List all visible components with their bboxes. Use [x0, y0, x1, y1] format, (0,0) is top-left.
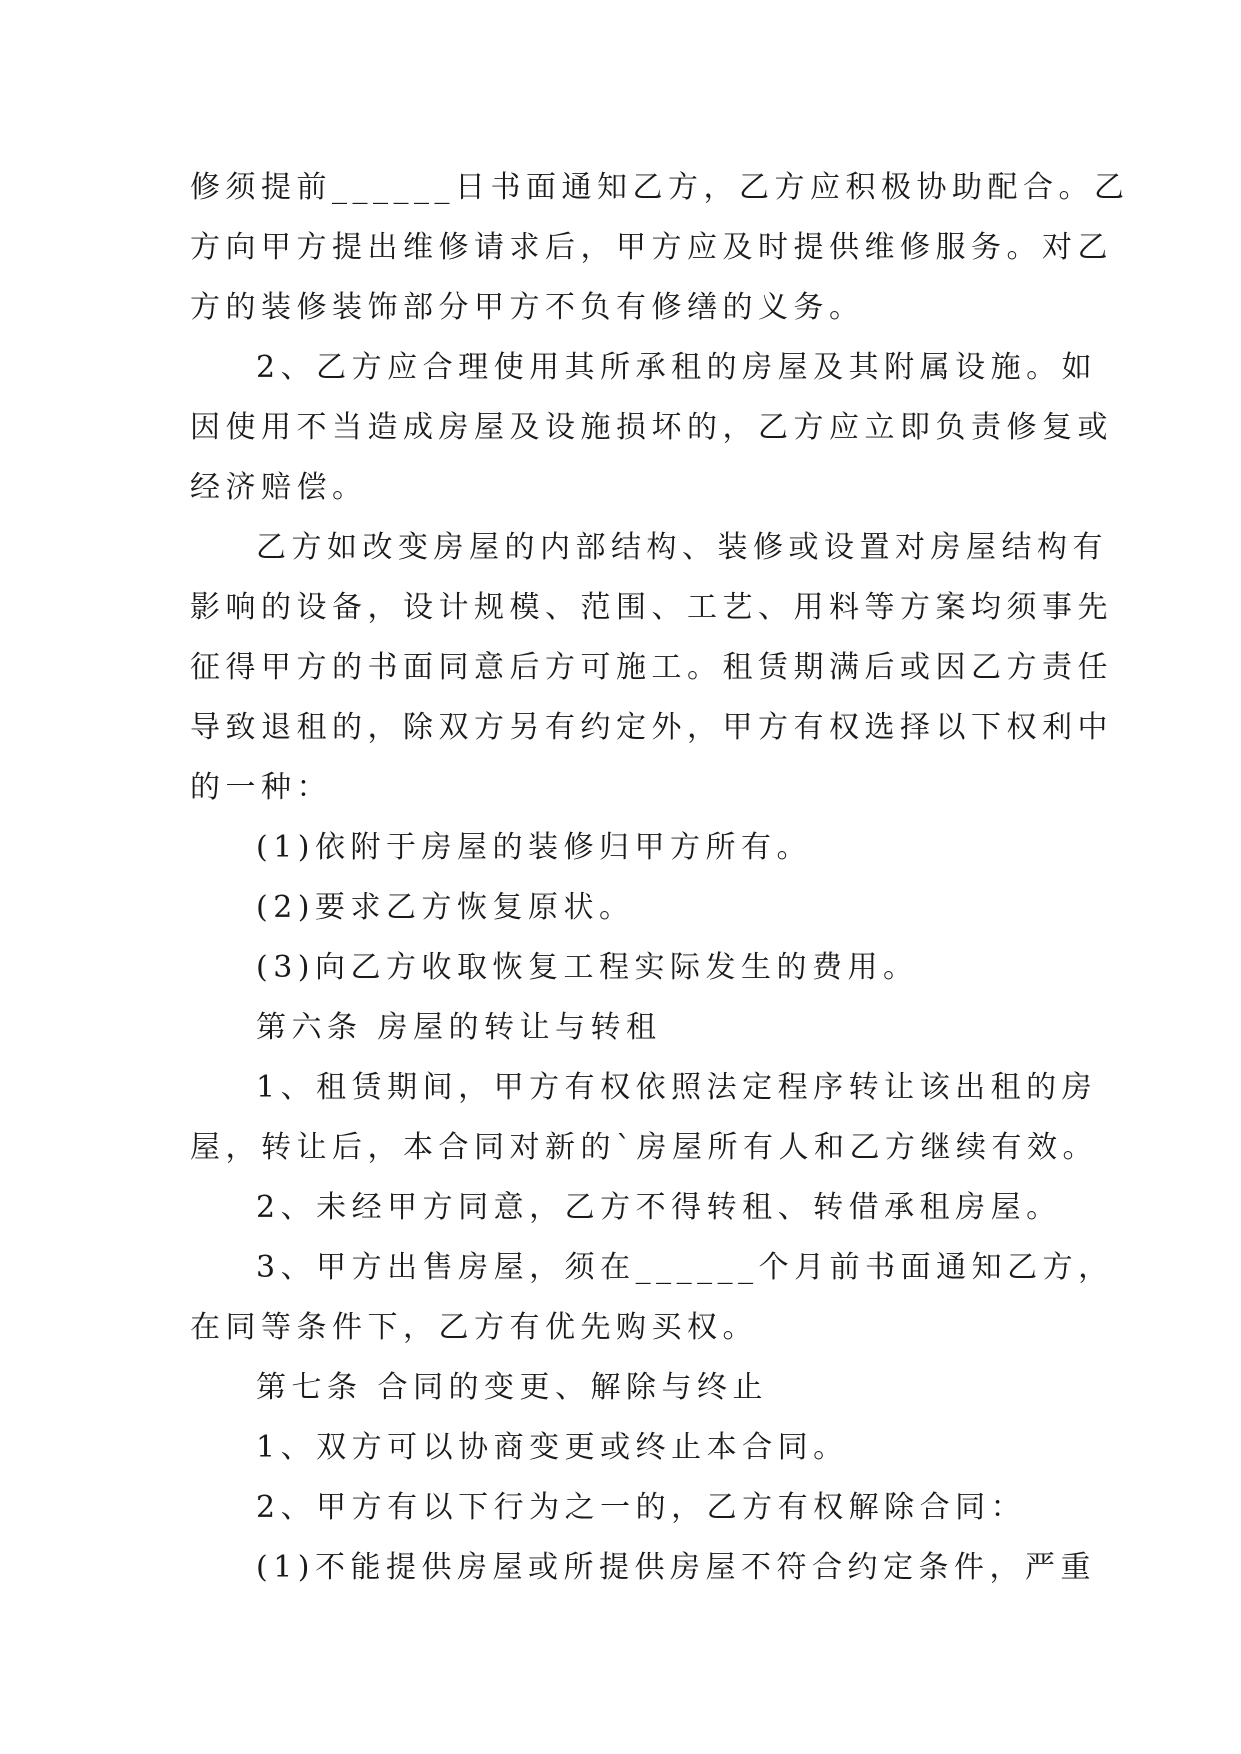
section-heading: 第六条 房屋的转让与转租 [256, 1010, 662, 1045]
text-line: (1)不能提供房屋或所提供房屋不符合约定条件，严重 [256, 1550, 1096, 1585]
section-heading: 第七条 合同的变更、解除与终止 [256, 1370, 769, 1405]
text-line: 3、甲方出售房屋，须在______个月前书面通知乙方， [256, 1250, 1114, 1285]
text-line: 影响的设备，设计规模、范围、工艺、用料等方案均须事先 [190, 590, 1113, 625]
text-line: 修须提前______日书面通知乙方，乙方应积极协助配合。乙 [190, 170, 1130, 205]
text-line: 经济赔偿。 [190, 470, 368, 505]
text-line: 2、未经甲方同意，乙方不得转租、转借承租房屋。 [256, 1190, 1062, 1225]
text-line: (1)依附于房屋的装修归甲方所有。 [256, 830, 812, 865]
text-line: 2、乙方应合理使用其所承租的房屋及其附属设施。如 [256, 350, 1098, 385]
text-line: 因使用不当造成房屋及设施损坏的，乙方应立即负责修复或 [190, 410, 1113, 445]
text-line: 方向甲方提出维修请求后，甲方应及时提供维修服务。对乙 [190, 230, 1113, 265]
text-line: 的一种： [190, 770, 332, 805]
text-line: 1、双方可以协商变更或终止本合同。 [256, 1430, 849, 1465]
text-line: 征得甲方的书面同意后方可施工。租赁期满后或因乙方责任 [190, 650, 1113, 685]
text-line: (3)向乙方收取恢复工程实际发生的费用。 [256, 950, 919, 985]
text-line: 导致退租的，除双方另有约定外，甲方有权选择以下权利中 [190, 710, 1113, 745]
text-line: 方的装修装饰部分甲方不负有修缮的义务。 [190, 290, 865, 325]
text-line: 屋，转让后，本合同对新的`房屋所有人和乙方继续有效。 [190, 1130, 1098, 1165]
text-line: 乙方如改变房屋的内部结构、装修或设置对房屋结构有 [256, 530, 1108, 565]
text-line: 1、租赁期间，甲方有权依照法定程序转让该出租的房 [256, 1070, 1098, 1105]
document-page [190, 158, 1130, 1598]
text-line: (2)要求乙方恢复原状。 [256, 890, 635, 925]
text-line: 在同等条件下，乙方有优先购买权。 [190, 1310, 758, 1345]
text-line: 2、甲方有以下行为之一的，乙方有权解除合同： [256, 1490, 1027, 1525]
